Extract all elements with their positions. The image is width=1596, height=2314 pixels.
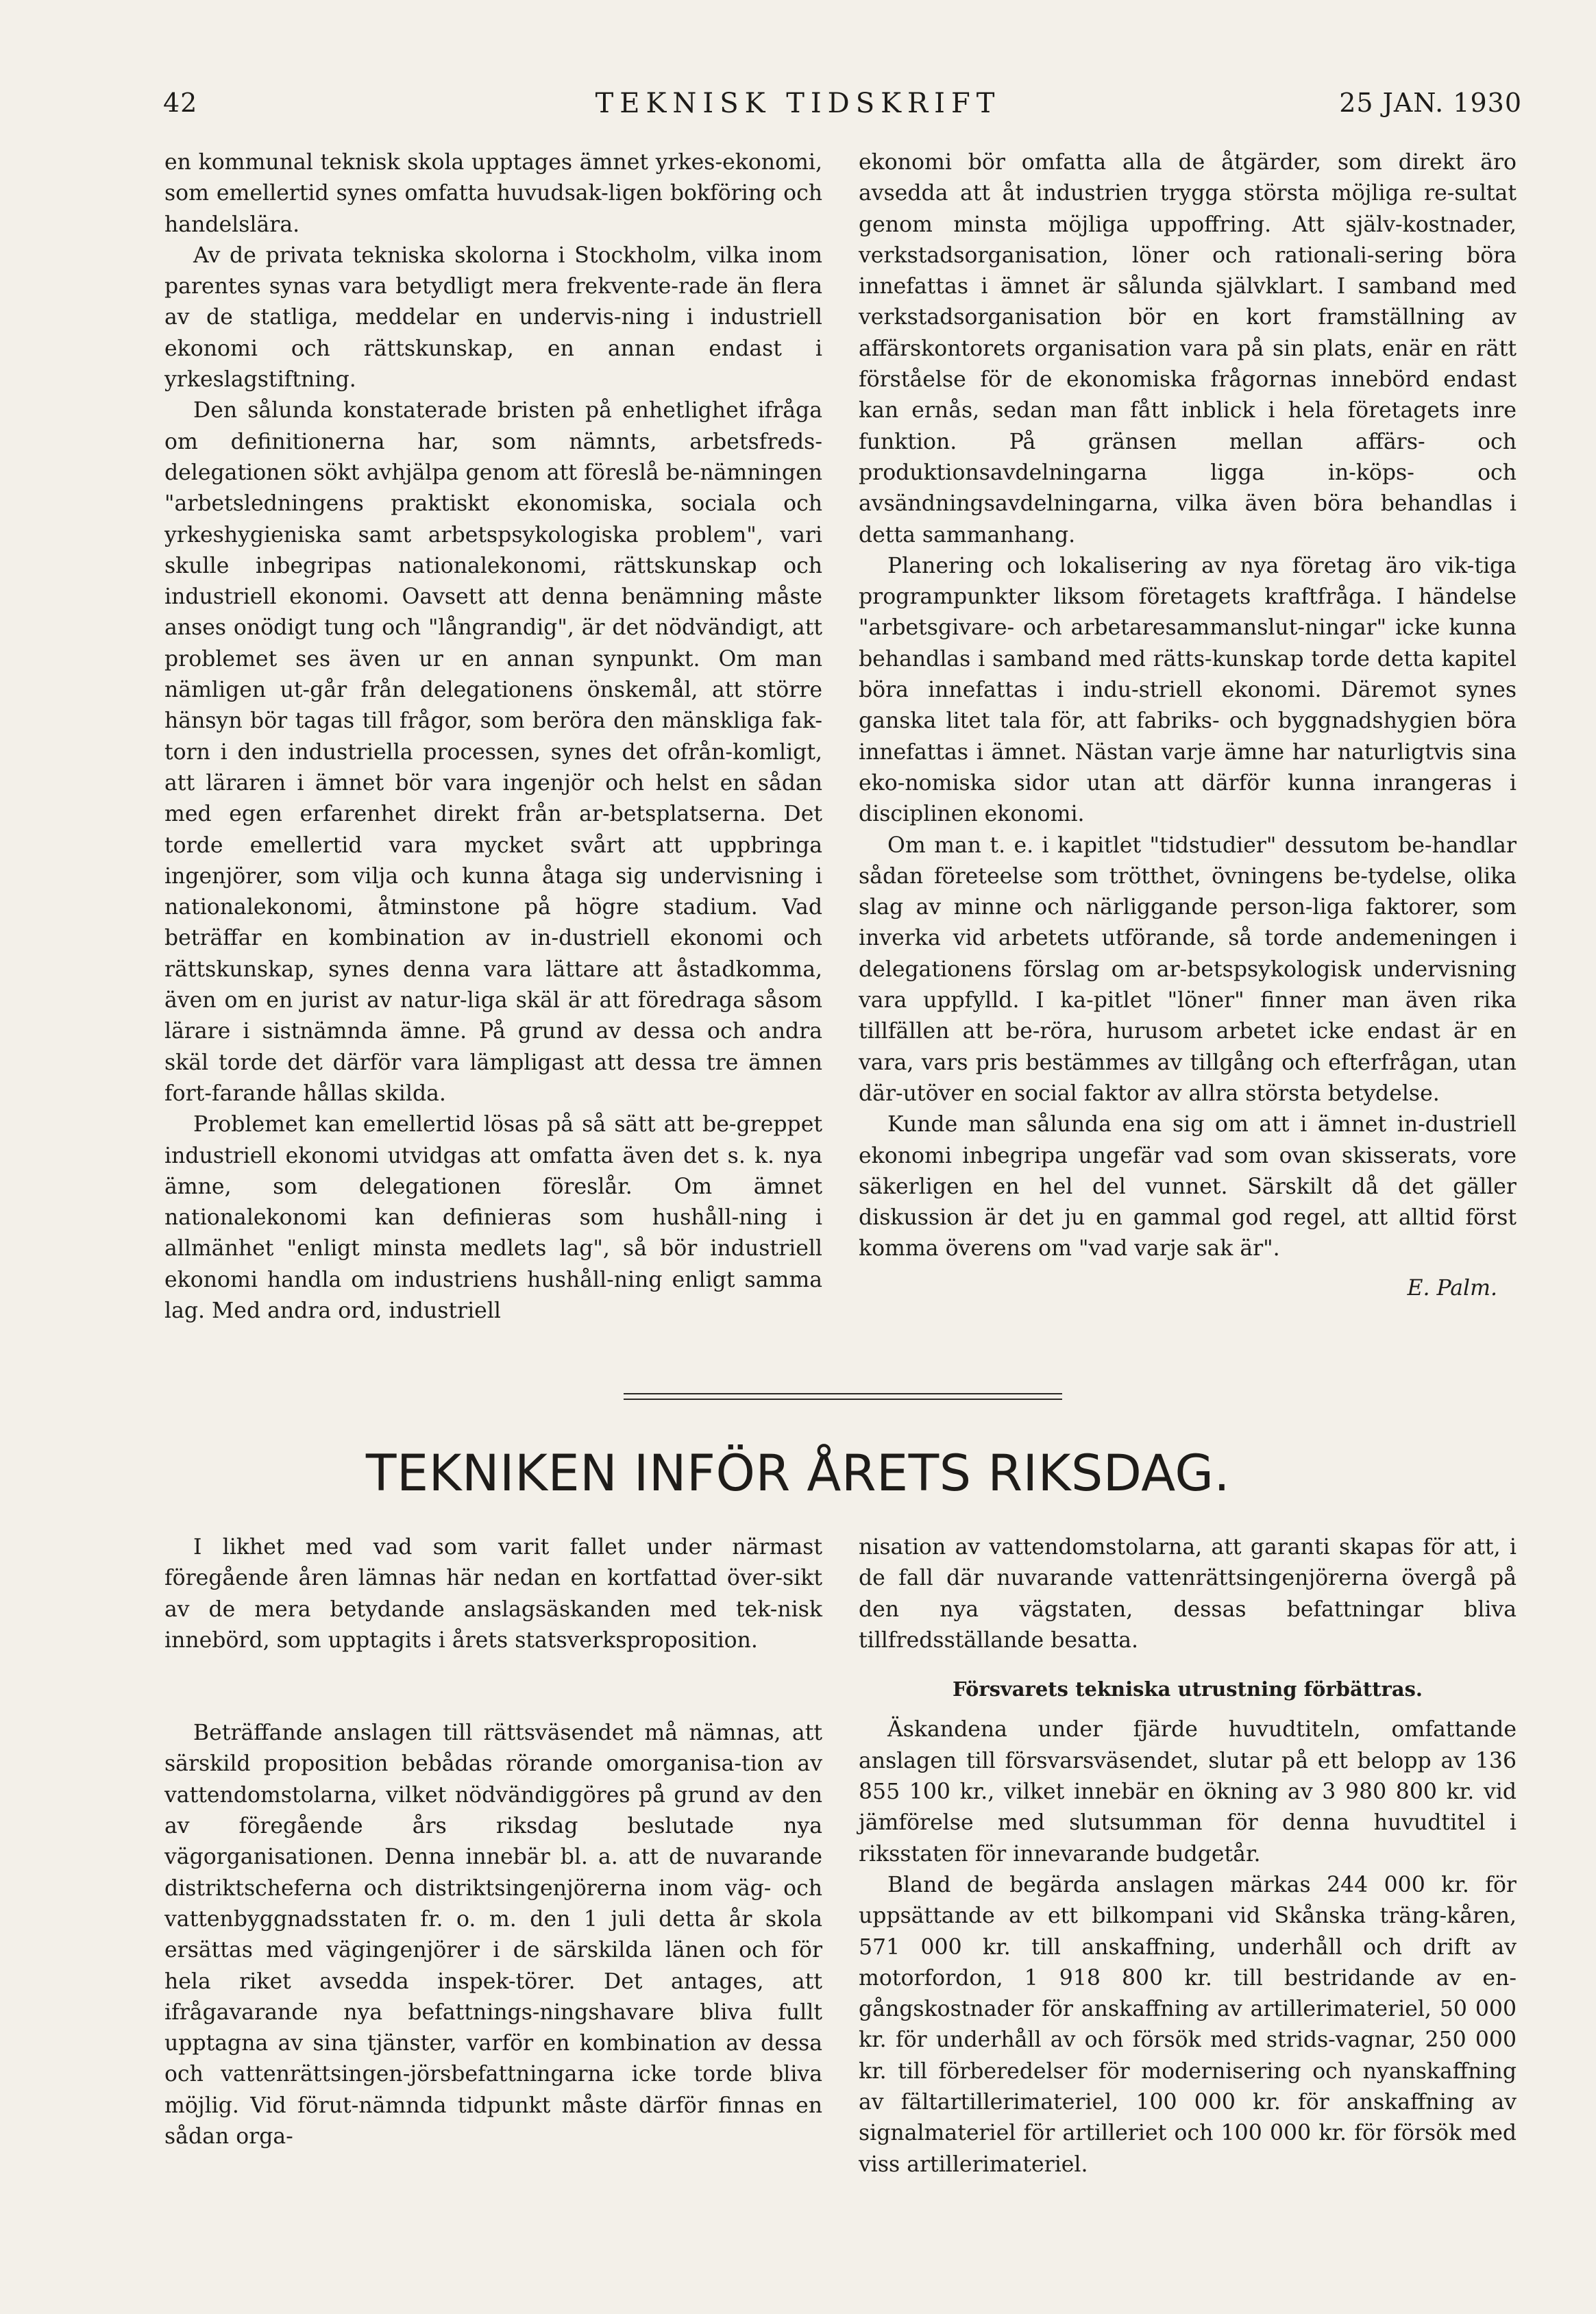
issue-date: 25 JAN. 1930 [1339, 88, 1522, 118]
paragraph: Kunde man sålunda ena sig om att i ämnet in-dustriell ekonomi inbegripa ungefär vad som ovan skisserats, vore säkerligen en hel del vunnet. Särskilt då det gäller diskussion är det ju en gammal god regel, att alltid först komma överens om "vad varje sak är". [859, 1112, 1517, 1261]
paragraph: Beträffande anslagen till rättsväsendet må nämnas, att särskild proposition bebådas rörande omorganisa-tion av vattendomstolarna, vilket nödvändiggöres på grund av den av föregående års riksdag beslutade nya vägorganisationen. Denna innebär bl. a. att de nuvarande distriktscheferna och distriktsingenjörerna inom väg- och vattenbyggnadsstaten fr. o. m. den 1 juli detta år skola ersättas med vägingenjörer i de särskilda länen och för hela riket avsedda inspek-törer. Det antages, att ifrågavarande nya befattnings-ningshavare bliva fullt upptagna av sina tjänster, varför en kombination av dessa och vattenrättsingen-jörsbefattningarna icke torde bliva möjlig. Vid förut-nämnda tidpunkt måste därför finnas en sådan orga- [164, 1721, 822, 2150]
paragraph: Problemet kan emellertid lösas på så sätt att be-greppet industriell ekonomi utvidgas att omfatta även det s. k. nya ämne, som delegationen föreslår. Om ämnet nationalekonomi kan definieras som hushåll-ning i allmänhet "enligt minsta medlets lag", så bör industriell ekonomi handla om industriens hushåll-ning enligt samma lag. Med andra ord, industriell [164, 1112, 822, 1323]
author-signature: E. Palm. [1407, 1275, 1497, 1301]
paragraph: Den sålunda konstaterade bristen på enhetlighet ifråga om definitionerna har, som nämnts, arbetsfreds-delegationen sökt avhjälpa genom att föreslå be-nämningen "arbetsledningens praktiskt ekonomiska, sociala och yrkeshygieniska samt arbetspsykologiska problem", vari skulle inbegripas nationalekonomi, rättskunskap och industriell ekonomi. Oavsett att denna benämning måste anses onödigt tung och "långrandig", är det nödvändigt, att problemet ses även ur en annan synpunkt. Om man nämligen ut-går från delegationens önskemål, att större hänsyn bör tagas till frågor, som beröra den mänskliga fak-torn i den industriella processen, synes det ofrån-komligt, att läraren i ämnet bör vara ingenjör och helst en sådan med egen erfarenhet direkt från ar-betsplatserna. Det torde emellertid vara mycket svårt att uppbringa ingenjörer, som vilja och kunna åtaga sig undervisning i nationalekonomi, åtminstone på högre stadium. Vad beträffar en kombination av in-dustriell ekonomi och rättskunskap, synes denna vara lättare att åstadkomma, även om en jurist av natur-liga skäl är att föredraga såsom lärare i sistnämnda ämne. På grund av dessa och andra skäl torde det därför vara lämpligast att dessa tre ämnen fort-farande hållas skilda. [164, 398, 822, 1106]
paragraph: Äskandena under fjärde huvudtiteln, omfattande anslagen till försvarsväsendet, slutar på ett belopp av 136 855 100 kr., vilket innebär en ökning av 3 980 800 kr. vid jämförelse med slutsumman för denna huvudtitel i riksstaten för innevarande budgetår. [859, 1717, 1517, 1867]
paragraph: Bland de begärda anslagen märkas 244 000 kr. för uppsättande av ett bilkompani vid Skånska träng-kåren, 571 000 kr. till anskaffning, underhåll och drift av motorfordon, 1 918 800 kr. till bestridande av en-gångskostnader för anskaffning av artillerimateriel, 50 000 kr. för underhåll av och försök med strids-vagnar, 250 000 kr. till förberedelser för modernisering och nyanskaffning av fältartillerimateriel, 100 000 kr. för anskaffning av signalmateriel för artilleriet och 100 000 kr. för försök med viss artillerimateriel. [859, 1872, 1517, 2177]
paragraph: Av de privata tekniska skolorna i Stockholm, vilka inom parentes synas vara betydligt mera frekvente-rade än flera av de statliga, meddelar en undervis-ning i industriell ekonomi och rättskunskap, en annan endast i yrkeslagstiftning. [164, 243, 822, 393]
paragraph: ekonomi bör omfatta alla de åtgärder, som direkt äro avsedda att åt industrien trygga största möjliga re-sultat genom minsta möjliga uppoffring. Att själv-kostnader, verkstadsorganisation, löner och rationali-sering böra innefattas i ämnet är sålunda självklart. I samband med verkstadsorganisation bör en kort framställning av affärskontorets organisation vara på sin plats, enär en rätt förståelse för de ekonomiska frågornas innebörd endast kan ernås, sedan man fått inblick i hela företagets inre funktion. På gränsen mellan affärs- och produktionsavdelningarna ligga in-köps- och avsändningsavdelningarna, vilka även böra behandlas i detta sammanhang. [859, 150, 1517, 547]
article2-headline: TEKNIKEN INFÖR ÅRETS RIKSDAG. [365, 1444, 1231, 1503]
paragraph: en kommunal teknisk skola upptages ämnet yrkes-ekonomi, som emellertid synes omfatta huvudsak-ligen bokföring och handelslära. [164, 150, 822, 237]
article1-right-column [859, 147, 1517, 1304]
article2-right-column [859, 1532, 1517, 2180]
paragraph: I likhet med vad som varit fallet under närmast föregående åren lämnas här nedan en kortfattad över-sikt av de mera betydande anslagsäskanden med tek-nisk innebörd, som upptagits i årets statsverksproposition. [164, 1535, 822, 1653]
paragraph: Om man t. e. i kapitlet "tidstudier" dessutom be-handlar sådan företeelse som trötthet, övningens be-tydelse, olika slag av minne och närliggande person-liga faktorer, som inverka vid arbetets utförande, så torde andemeningen i delegationens förslag om ar-betspsykologisk undervisning vara uppfylld. I ka-pitlet "löner" finner man även rika tillfällen att be-röra, hurusom arbetet icke endast är en vara, vars pris bestämmes av tillgång och efterfrågan, utan där-utöver en social faktor av allra största betydelse. [859, 833, 1517, 1106]
section-divider [624, 1393, 1062, 1394]
spacer [164, 1656, 822, 1718]
article1-left-column [164, 147, 822, 1327]
paragraph: Planering och lokalisering av nya företag äro vik-tiga programpunkter liksom företagets kraftfråga. I händelse "arbetsgivare- och arbetaresammanslut-ningar" icke kunna behandlas i samband med rätts-kunskap torde detta kapitel böra innefattas i indu-striell ekonomi. Däremot synes ganska litet tala för, att fabriks- och byggnadshygien böra innefattas i ämnet. Nästan varje ämne har naturligtvis sina eko-nomiska sidor utan att därför kunna inrangeras i disciplinen ekonomi. [859, 553, 1517, 827]
journal-title: TEKNISK TIDSKRIFT [595, 88, 1001, 119]
paragraph: nisation av vattendomstolarna, att garanti skapas för att, i de fall där nuvarande vattenrättsingenjörerna övergå på den nya vägstaten, dessas befattningar bliva tillfredsställande besatta. [859, 1535, 1517, 1653]
subheading: Försvarets tekniska utrustning förbättras. [952, 1677, 1423, 1701]
article2-left-column [164, 1532, 822, 2152]
section-divider [624, 1399, 1062, 1400]
page-number: 42 [163, 88, 198, 118]
